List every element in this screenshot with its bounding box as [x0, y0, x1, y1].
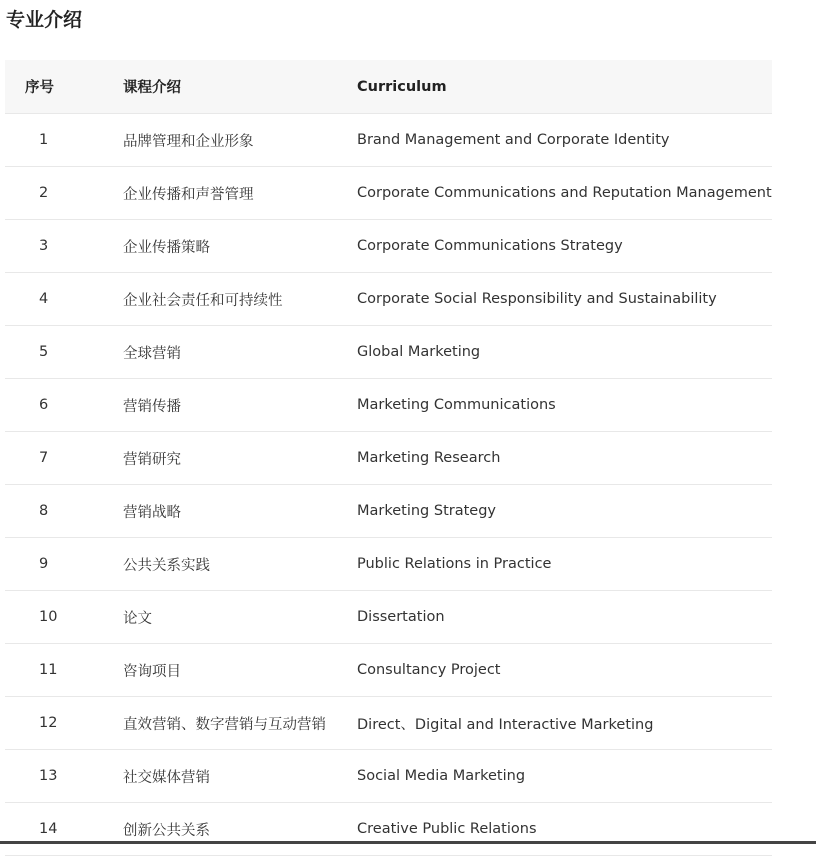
row-course-en: Creative Public Relations [357, 821, 537, 837]
row-course-en: Direct、Digital and Interactive Marketing [357, 716, 654, 733]
row-course-cn: 全球营销 [123, 345, 181, 362]
row-course-cn: 营销传播 [123, 398, 181, 415]
header-course-cn: 课程介绍 [123, 80, 181, 96]
table-row [5, 273, 772, 326]
row-course-cn: 品牌管理和企业形象 [123, 133, 254, 150]
row-num: 7 [39, 450, 49, 466]
row-num: 3 [39, 238, 49, 254]
table-header-row [5, 60, 772, 114]
row-course-en: Public Relations in Practice [357, 556, 552, 572]
row-course-en: Marketing Communications [357, 397, 556, 413]
row-course-en: Corporate Communications Strategy [357, 238, 623, 254]
row-course-en: Brand Management and Corporate Identity [357, 132, 670, 148]
header-num: 序号 [25, 80, 54, 96]
table-row [5, 750, 772, 803]
header-curriculum: Curriculum [357, 78, 447, 95]
table-row [5, 326, 772, 379]
table-row [5, 485, 772, 538]
table-row [5, 591, 772, 644]
row-course-en: Consultancy Project [357, 662, 501, 678]
row-course-en: Corporate Communications and Reputation Management [357, 185, 772, 201]
section-title: 专业介绍 [6, 9, 83, 31]
table-row [5, 220, 772, 273]
table-row [5, 803, 772, 856]
curriculum-table [5, 60, 772, 856]
row-num: 6 [39, 397, 49, 413]
row-num: 11 [39, 662, 58, 678]
row-num: 12 [39, 715, 58, 731]
table-row [5, 167, 772, 220]
row-course-cn: 咨询项目 [123, 663, 181, 680]
row-course-cn: 社交媒体营销 [123, 769, 210, 786]
row-num: 14 [39, 821, 58, 837]
row-course-en: Marketing Research [357, 450, 501, 466]
table-row [5, 379, 772, 432]
row-num: 1 [39, 132, 49, 148]
row-course-en: Marketing Strategy [357, 503, 497, 519]
row-course-en: Social Media Marketing [357, 768, 526, 784]
table-row [5, 538, 772, 591]
row-course-cn: 企业社会责任和可持续性 [123, 292, 283, 309]
table-row [5, 697, 772, 750]
table-row [5, 114, 772, 167]
row-course-en: Global Marketing [357, 344, 481, 360]
row-num: 8 [39, 503, 49, 519]
row-course-en: Dissertation [357, 609, 445, 625]
row-course-en: Corporate Social Responsibility and Sustainability [357, 291, 717, 307]
table-body [5, 114, 772, 856]
table-row [5, 644, 772, 697]
row-num: 10 [39, 609, 58, 625]
row-course-cn: 营销研究 [123, 451, 181, 468]
row-num: 4 [39, 291, 49, 307]
row-course-cn: 企业传播和声誉管理 [123, 186, 254, 203]
table-row [5, 432, 772, 485]
row-course-cn: 创新公共关系 [123, 822, 210, 839]
row-course-cn: 论文 [123, 610, 152, 627]
row-course-cn: 直效营销、数字营销与互动营销 [123, 716, 326, 733]
row-num: 13 [39, 768, 58, 784]
row-num: 2 [39, 185, 49, 201]
row-num: 9 [39, 556, 49, 572]
row-course-cn: 营销战略 [123, 504, 181, 521]
row-course-cn: 企业传播策略 [123, 239, 210, 256]
row-num: 5 [39, 344, 49, 360]
row-course-cn: 公共关系实践 [123, 557, 210, 574]
